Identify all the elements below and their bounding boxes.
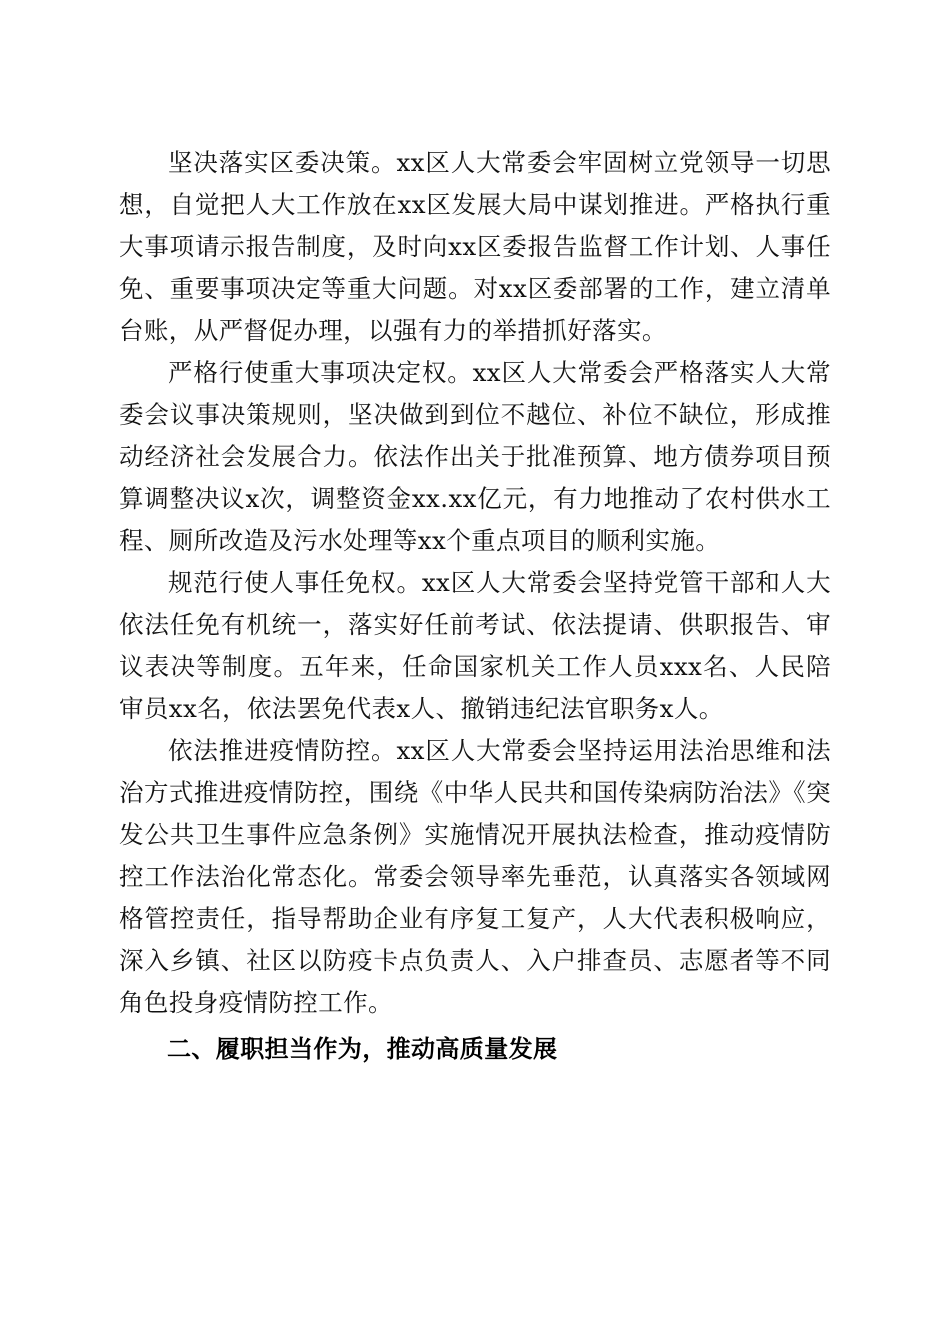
paragraph-personnel-appointment-power: 规范行使人事任免权。xx区人大常委会坚持党管干部和人大依法任免有机统一，落实好任前考试、依法提请、供职报告、审议表决等制度。五年来，任命国家机关工作人员xxx名、人民陪审员xx名，依法罢免代表x人、撤销违纪法官职务x人。 [119, 568, 831, 723]
document-body [119, 142, 831, 1070]
paragraph-major-matters-decision-power: 严格行使重大事项决定权。xx区人大常委会严格落实人大常委会议事决策规则，坚决做到到位不越位、补位不缺位，形成推动经济社会发展合力。依法作出关于批准预算、地方债券项目预算调整决议x次，调整资金xx.xx亿元，有力地推动了农村供水工程、厕所改造及污水处理等xx个重点项目的顺利实施。 [119, 358, 831, 555]
paragraph-implement-district-decisions: 坚决落实区委决策。xx区人大常委会牢固树立党领导一切思想，自觉把人大工作放在xx区发展大局中谋划推进。严格执行重大事项请示报告制度，及时向xx区委报告监督工作计划、人事任免、重要事项决定等重大问题。对xx区委部署的工作，建立清单台账，从严督促办理，以强有力的举措抓好落实。 [119, 148, 831, 345]
section-heading: 二、履职担当作为，推动高质量发展 [167, 1035, 558, 1063]
paragraph-epidemic-prevention: 依法推进疫情防控。xx区人大常委会坚持运用法治思维和法治方式推进疫情防控，围绕《中华人民共和国传染病防治法》《突发公共卫生事件应急条例》实施情况开展执法检查，推动疫情防控工作法治化常态化。常委会领导率先垂范，认真落实各领域网格管控责任，指导帮助企业有序复工复产，人大代表积极响应，深入乡镇、社区以防疫卡点负责人、入户排查员、志愿者等不同角色投身疫情防控工作。 [119, 736, 831, 1017]
